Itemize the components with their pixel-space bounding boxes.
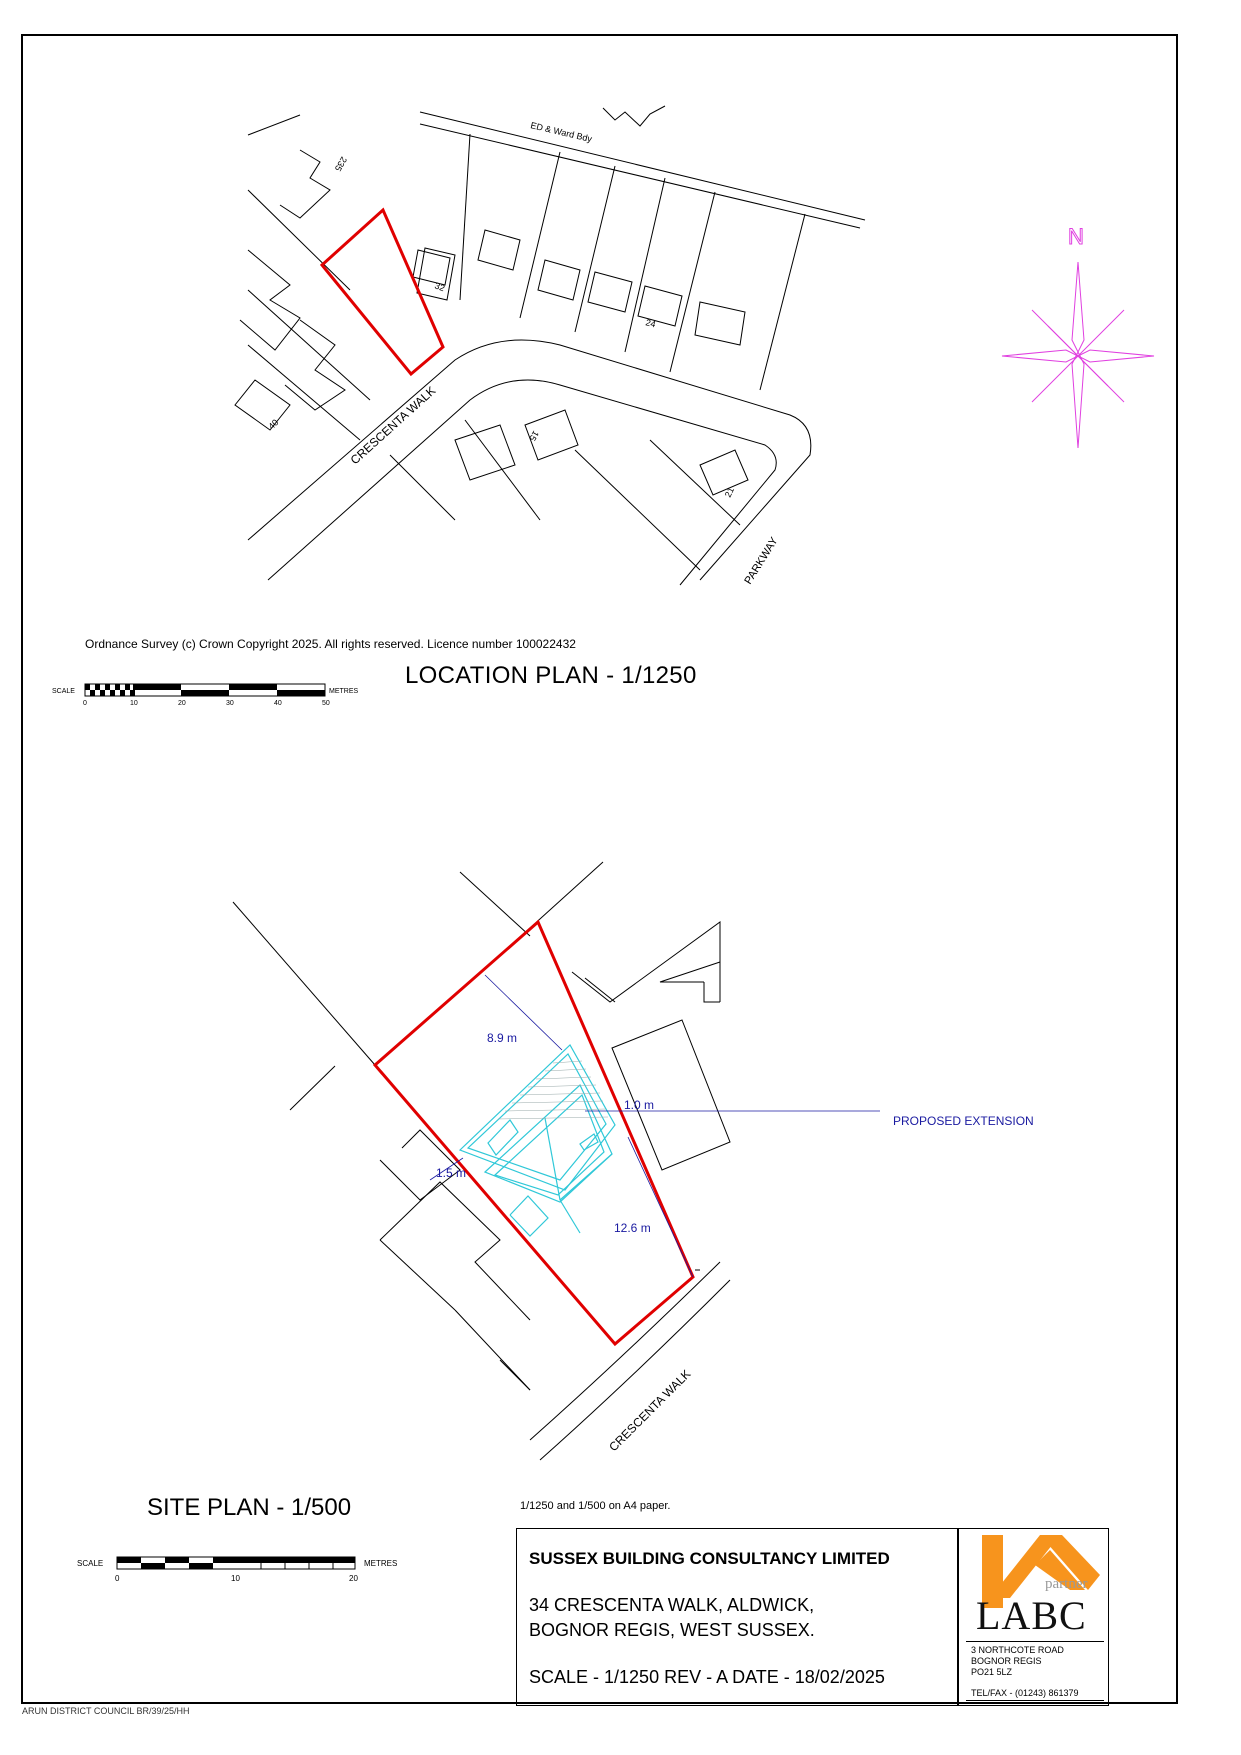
north-label: N xyxy=(1068,224,1084,249)
company-name: SUSSEX BUILDING CONSULTANCY LIMITED xyxy=(529,1549,890,1568)
label-ed-ward-bdy: ED & Ward Bdy xyxy=(529,120,593,145)
location-scale-tick: 30 xyxy=(226,700,234,707)
location-scale-tick: 20 xyxy=(178,700,186,707)
label-house-235: 235 xyxy=(332,155,349,174)
callout-proposed-extension: PROPOSED EXTENSION xyxy=(893,1114,1034,1128)
labc-telephone: TEL/FAX - (01243) 861379 xyxy=(971,1688,1079,1698)
labc-underline xyxy=(966,1700,1104,1701)
location-plan-map xyxy=(235,106,865,585)
location-scale-tick: 10 xyxy=(130,700,138,707)
project-address-line1: 34 CRESCENTA WALK, ALDWICK, xyxy=(529,1595,815,1615)
title-block-divider xyxy=(957,1528,959,1706)
site-scale-tick: 20 xyxy=(349,1574,358,1583)
dim-side-left: 1.5 m xyxy=(436,1166,467,1180)
project-address-line2: BOGNOR REGIS, WEST SUSSEX. xyxy=(529,1620,815,1640)
label-house-21: 21 xyxy=(722,485,737,499)
label-house-32: 32 xyxy=(433,280,447,294)
location-scale-bar xyxy=(85,684,325,696)
label-crescenta-walk-site: CRESCENTA WALK xyxy=(606,1366,694,1455)
label-house-40: 40 xyxy=(266,417,281,432)
site-plan-title: SITE PLAN - 1/500 xyxy=(147,1494,352,1521)
site-scale-bar xyxy=(117,1557,355,1569)
dim-side-right: 1.0 m xyxy=(624,1098,655,1112)
location-site-boundary xyxy=(322,210,443,374)
location-scale-tick: 50 xyxy=(322,700,330,707)
labc-address-line: PO21 5LZ xyxy=(971,1667,1013,1677)
location-scale-tick: 0 xyxy=(83,700,87,707)
site-scale-tick: 0 xyxy=(115,1574,120,1583)
labc-address-line: BOGNOR REGIS xyxy=(971,1656,1042,1666)
dim-front: 12.6 m xyxy=(614,1221,651,1235)
location-scale-left-label: SCALE xyxy=(52,688,75,695)
site-plan-context xyxy=(233,862,730,1460)
council-reference: ARUN DISTRICT COUNCIL BR/39/25/HH xyxy=(22,1706,190,1716)
location-scale-right-label: METRES xyxy=(329,688,359,695)
labc-logo-text: LABC xyxy=(976,1593,1087,1638)
labc-divider xyxy=(966,1641,1104,1642)
labc-address-line: 3 NORTHCOTE ROAD xyxy=(971,1645,1064,1655)
label-house-15: 15 xyxy=(527,429,541,443)
os-copyright-notice: Ordnance Survey (c) Crown Copyright 2025. All rights reserved. Licence number 100022432 xyxy=(85,637,576,651)
north-arrow-icon xyxy=(1002,262,1154,448)
label-house-24: 24 xyxy=(644,317,657,330)
labc-partner-text: partner xyxy=(1045,1576,1088,1592)
site-scale-tick: 10 xyxy=(231,1574,240,1583)
proposed-extension-outline xyxy=(460,1045,615,1236)
paper-size-note: 1/1250 and 1/500 on A4 paper. xyxy=(520,1500,671,1512)
location-plan-title: LOCATION PLAN - 1/1250 xyxy=(405,662,697,689)
site-scale-left-label: SCALE xyxy=(77,1559,104,1568)
drawing-meta: SCALE - 1/1250 REV - A DATE - 18/02/2025 xyxy=(529,1667,885,1687)
dimension-lines xyxy=(430,975,880,1277)
location-scale-tick: 40 xyxy=(274,700,282,707)
label-parkway: PARKWAY xyxy=(742,535,781,587)
dim-rear: 8.9 m xyxy=(487,1031,518,1045)
label-crescenta-walk-location: CRESCENTA WALK xyxy=(347,383,439,468)
site-scale-right-label: METRES xyxy=(364,1559,398,1568)
